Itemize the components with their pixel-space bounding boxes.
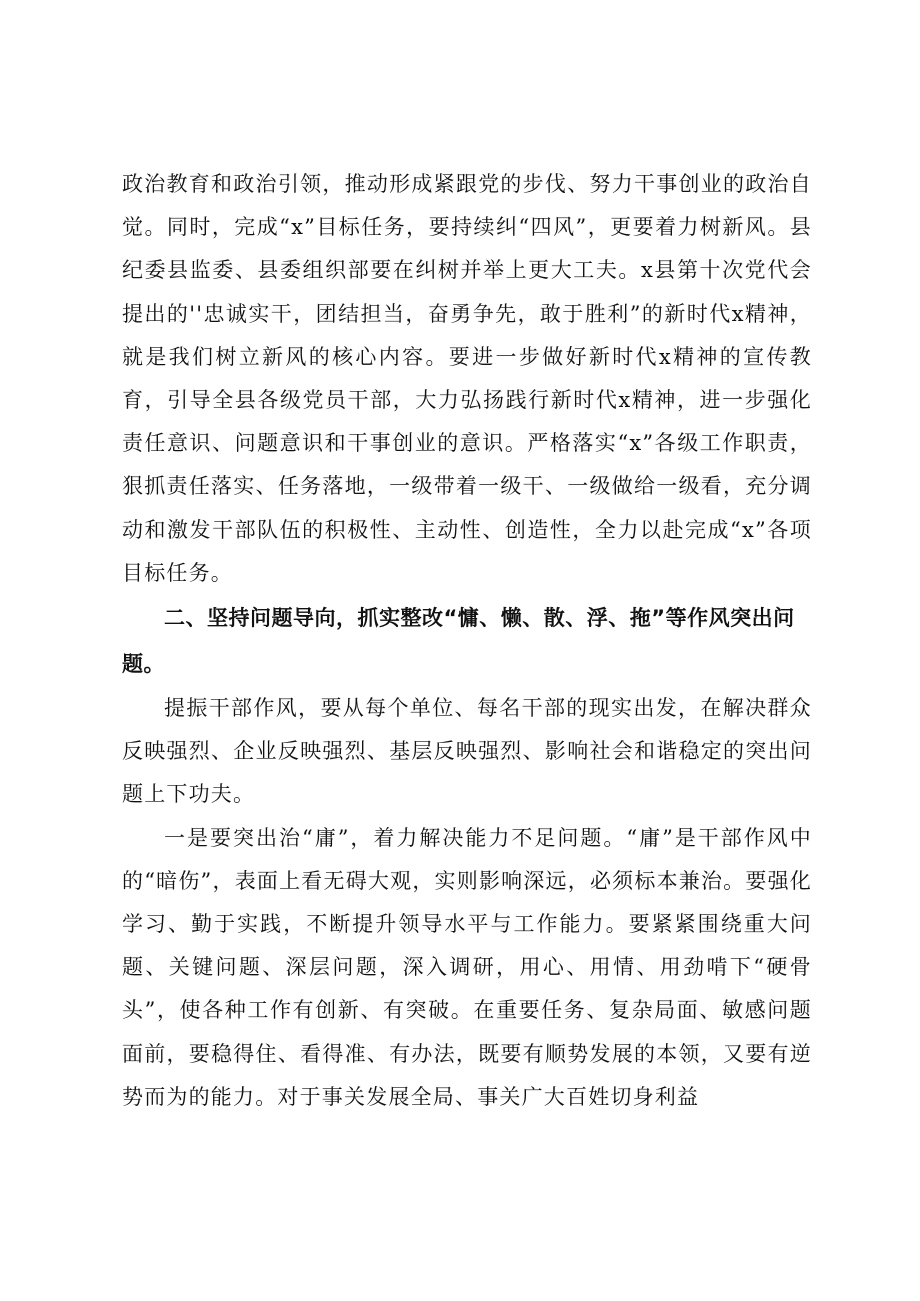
section-heading-two: 二、坚持问题导向，抓实整改“慵、懒、散、浮、拖”等作风突出问题。 — [122, 606, 795, 677]
paragraph-address-mediocrity: 一是要突出治“庸”，着力解决能力不足问题。“庸”是干部作风中的“暗伤”，表面上看无碍大观，实则影响深远，必须标本兼治。要强化学习、勤于实践，不断提升领导水平与工作能力。要紧紧围绕重大问题、关键问题、深层问题，深入调研，用心、用情、用劲啃下“硬骨头”，使各种工作有创新、有突破。在重要任务、复杂局面、敏感问题面前，要稳得住、看得准、有办法，既要有顺势发展的本领，又要有逆势而为的能力。对于事关发展全局、事关广大百姓切身利益 — [122, 825, 812, 1109]
document-body — [122, 163, 812, 1119]
paragraph-political-guidance: 政治教育和政治引领，推动形成紧跟党的步伐、努力干事创业的政治自觉。同时，完成“x”目标任务，要持续纠“四风”，更要着力树新风。县纪委县监委、县委组织部要在纠树并举上更大工夫。x县第十次党代会提出的''忠诚实干，团结担当，奋勇争先，敢于胜利”的新时代x精神，就是我们树立新风的核心内容。要进一步做好新时代x精神的宣传教育，引导全县各级党员干部，大力弘扬践行新时代x精神，进一步强化责任意识、问题意识和干事创业的意识。严格落实“x”各级工作职责，狠抓责任落实、任务落地，一级带着一级干、一级做给一级看，充分调动和激发干部队伍的积极性、主动性、创造性，全力以赴完成“x”各项目标任务。 — [122, 172, 812, 585]
paragraph-improve-cadre-style: 提振干部作风，要从每个单位、每名干部的现实出发，在解决群众反映强烈、企业反映强烈、基层反映强烈、影响社会和谐稳定的突出问题上下功夫。 — [122, 696, 812, 807]
